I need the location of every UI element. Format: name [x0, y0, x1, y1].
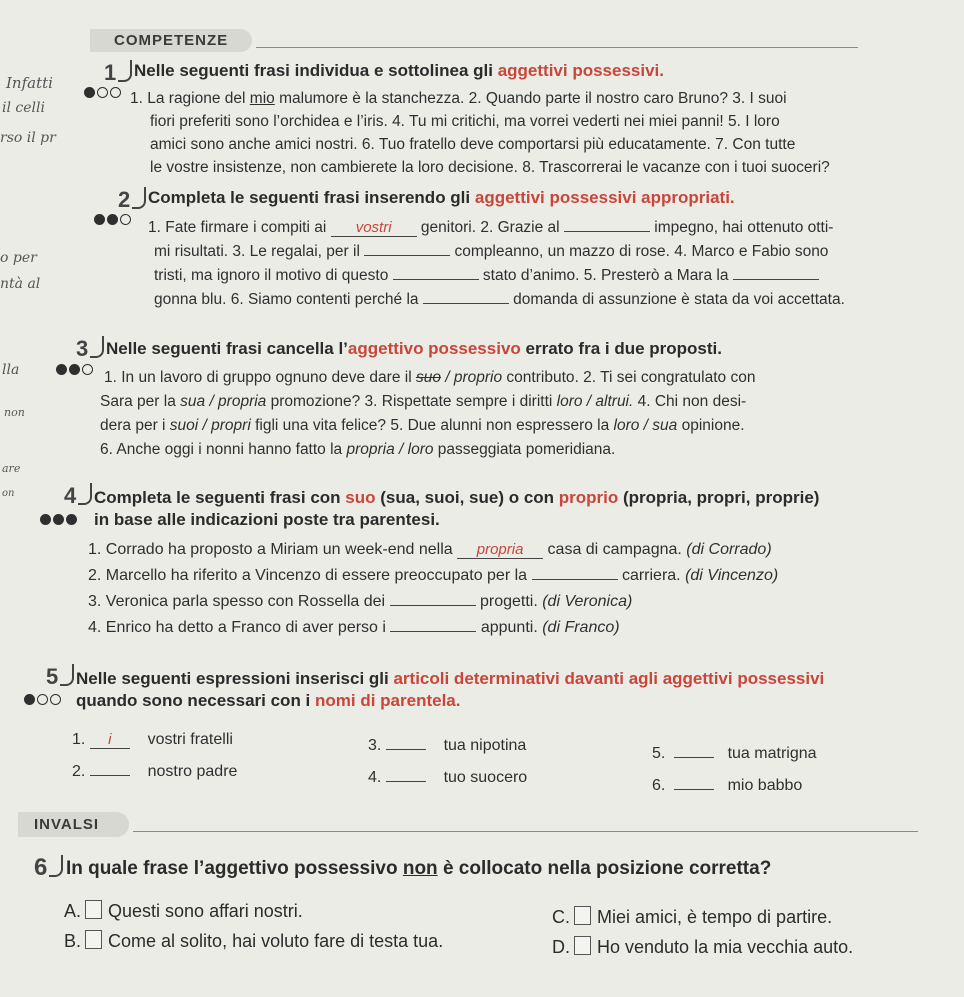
margin-fragment: o per	[0, 250, 37, 266]
margin-fragment: lla	[2, 362, 20, 378]
answer-blank[interactable]	[390, 631, 476, 632]
difficulty-dots	[94, 214, 131, 225]
difficulty-dots	[84, 87, 121, 98]
exercise-2-line: gonna blu. 6. Siamo contenti perché la domanda di assunzione è stata da voi accettata.	[154, 291, 845, 308]
margin-fragment: non	[4, 406, 25, 419]
difficulty-dots	[56, 364, 93, 375]
exercise-number: 5	[46, 664, 74, 690]
checkbox[interactable]	[574, 906, 591, 925]
checkbox[interactable]	[574, 936, 591, 955]
difficulty-dots	[24, 694, 61, 705]
answer-blank[interactable]	[90, 775, 130, 776]
option-b[interactable]: B. Come al solito, hai voluto fare di testa tua.	[64, 931, 444, 951]
exercise-4-title-line2: in base alle indicazioni poste tra parentesi.	[94, 510, 440, 529]
exercise-number: 2	[118, 187, 146, 213]
answer-blank[interactable]: i	[90, 732, 130, 749]
exercise-2-line: 1. Fate firmare i compiti ai vostri genitori. 2. Grazie al impegno, hai ottenuto otti-	[148, 219, 834, 236]
answer-blank[interactable]	[386, 749, 426, 750]
answer-blank[interactable]	[423, 303, 509, 304]
exercise-4-item: 3. Veronica parla spesso con Rossella dei progetti. (di Veronica)	[88, 593, 633, 610]
exercise-5-item: 3. tua nipotina	[368, 737, 527, 754]
exercise-5-item: 6. mio babbo	[652, 777, 803, 794]
exercise-5-item: 1. i vostri fratelli	[72, 731, 233, 748]
answer-blank[interactable]: vostri	[331, 220, 417, 237]
answer-blank[interactable]	[532, 579, 618, 580]
divider	[256, 47, 858, 48]
exercise-4-item: 1. Corrado ha proposto a Miriam un week-end nella propria casa di campagna. (di Corrado)	[88, 541, 772, 558]
exercise-3-line: 1. In un lavoro di gruppo ognuno deve dare il suo / proprio contributo. 2. Ti sei congratulato con	[104, 369, 756, 386]
answer-blank[interactable]	[390, 605, 476, 606]
invalsi-header	[18, 812, 918, 836]
exercise-3-line: 6. Anche oggi i nonni hanno fatto la propria / loro passeggiata pomeridiana.	[100, 441, 616, 458]
exercise-1-title: Nelle seguenti frasi individua e sottolinea gli aggettivi possessivi.	[134, 61, 664, 80]
exercise-2-title: Completa le seguenti frasi inserendo gli aggettivi possessivi appropriati.	[148, 188, 735, 207]
exercise-2-line: tristi, ma ignoro il motivo di questo stato d’animo. 5. Presterò a Mara la	[154, 266, 819, 286]
exercise-5-title: Nelle seguenti espressioni inserisci gli articoli determinativi davanti agli aggettivi possessivi	[76, 669, 825, 688]
exercise-6-question: In quale frase l’aggettivo possessivo non è collocato nella posizione corretta?	[66, 858, 772, 879]
exercise-number: 3	[76, 336, 104, 362]
answer-blank[interactable]	[733, 279, 819, 280]
exercise-number: 6	[34, 854, 63, 882]
exercise-number: 1	[104, 60, 132, 86]
exercise-2-line: mi risultati. 3. Le regalai, per il compleanno, un mazzo di rose. 4. Marco e Fabio sono	[154, 243, 829, 260]
answer-blank[interactable]	[674, 789, 714, 790]
exercise-3-line: Sara per la sua / propria promozione? 3. Rispettate sempre i diritti loro / altrui. 4. Chi non desi-	[100, 393, 747, 410]
margin-fragment: Infatti	[6, 74, 53, 92]
exercise-1-line: amici sono anche amici nostri. 6. Tuo fratello deve comportarsi più educatamente. 7. Con tutte	[150, 136, 796, 153]
answer-blank[interactable]	[364, 255, 450, 256]
divider	[133, 831, 918, 832]
exercise-1-line: le vostre insistenze, non cambierete la loro decisione. 8. Trascorrerai le vacanze con i tuoi suoceri?	[150, 159, 830, 176]
exercise-4-item: 4. Enrico ha detto a Franco di aver perso i appunti. (di Franco)	[88, 619, 620, 636]
competenze-header	[90, 28, 858, 52]
exercise-1-line: fiori preferiti sono l’orchidea e l’iris. 4. Tu mi critichi, ma vorrei vederti nei miei panni! 5. I loro	[150, 113, 780, 130]
exercise-3-title: Nelle seguenti frasi cancella l’aggettivo possessivo errato fra i due proposti.	[106, 339, 722, 358]
exercise-5-title-line2: quando sono necessari con i nomi di parentela.	[76, 691, 461, 710]
answer-blank[interactable]	[386, 781, 426, 782]
invalsi-label: INVALSI	[18, 812, 129, 837]
exercise-3-line: dera per i suoi / propri figli una vita felice? 5. Due alunni non espressero la loro / sua opinione.	[100, 417, 745, 434]
margin-fragment: rso il pr	[0, 130, 56, 146]
option-a[interactable]: A. Questi sono affari nostri.	[64, 901, 303, 921]
exercise-4-item: 2. Marcello ha riferito a Vincenzo di essere preoccupato per la carriera. (di Vincenzo)	[88, 567, 779, 584]
answer-blank[interactable]: propria	[457, 542, 543, 559]
exercise-5-item: 2. nostro padre	[72, 763, 238, 780]
margin-fragment: il celli	[2, 100, 45, 116]
exercise-number: 4	[64, 483, 92, 509]
checkbox[interactable]	[85, 930, 102, 949]
answer-blank[interactable]	[393, 279, 479, 280]
exercise-1-line: 1. La ragione del mio malumore è la stanchezza. 2. Quando parte il nostro caro Bruno? 3. I suoi	[130, 90, 787, 107]
exercise-5-item: 4. tuo suocero	[368, 769, 528, 786]
exercise-4-title: Completa le seguenti frasi con suo (sua, suoi, sue) o con proprio (propria, propri, proprie)	[94, 488, 820, 507]
checkbox[interactable]	[85, 900, 102, 919]
answer-blank[interactable]	[674, 757, 714, 758]
option-d[interactable]: D. Ho venduto la mia vecchia auto.	[552, 937, 854, 957]
margin-fragment: are	[2, 462, 21, 475]
margin-fragment: ntà al	[0, 276, 41, 292]
difficulty-dots	[40, 514, 77, 525]
option-c[interactable]: C. Miei amici, è tempo di partire.	[552, 907, 833, 927]
margin-fragment: on	[2, 488, 15, 499]
answer-blank[interactable]	[564, 231, 650, 232]
exercise-5-item: 5. tua matrigna	[652, 745, 817, 762]
competenze-label: COMPETENZE	[90, 29, 252, 52]
